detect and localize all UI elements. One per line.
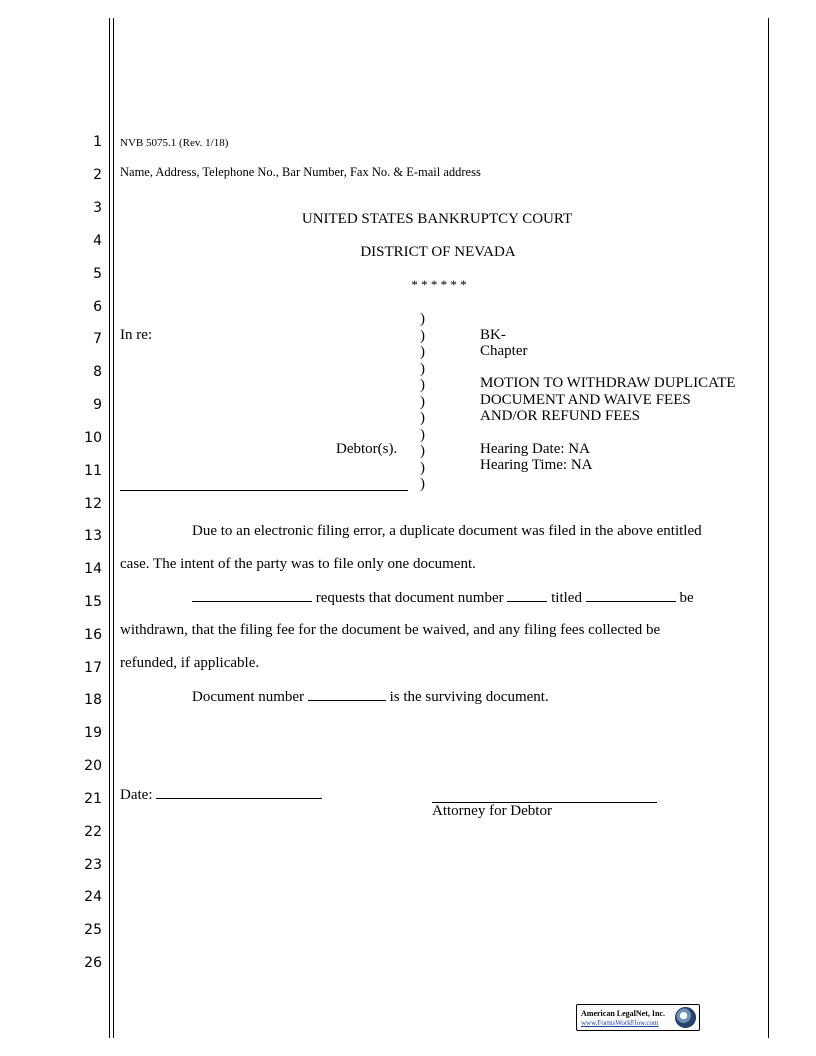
caption-paren: ) (420, 360, 425, 377)
line-number: 5 (93, 266, 102, 282)
line-number: 8 (93, 364, 102, 380)
logo-company-name: American LegalNet, Inc. (581, 1009, 665, 1018)
court-separator: * * * * * * (411, 277, 467, 292)
bk-number-label: BK- (480, 327, 506, 343)
logo-url-link[interactable]: www.FormsWorkFlow.com (581, 1019, 659, 1027)
be-text: be (679, 590, 694, 606)
left-margin-rule-outer (109, 18, 110, 1038)
caption-paren: ) (420, 327, 425, 344)
hearing-time: Hearing Time: NA (480, 457, 593, 473)
document-title-blank[interactable] (586, 589, 676, 602)
attorney-for-debtor-label: Attorney for Debtor (432, 803, 552, 819)
line-number: 9 (93, 397, 102, 413)
line-number: 4 (93, 233, 102, 249)
paragraph-3 (192, 688, 549, 706)
line-number: 23 (84, 857, 102, 873)
caption-paren: ) (420, 311, 425, 327)
globe-icon (675, 1007, 696, 1028)
line-number: 26 (84, 955, 102, 971)
requesting-party-blank[interactable] (192, 589, 312, 602)
paragraph-1-line-2: case. The intent of the party was to file only one document. (120, 556, 476, 572)
paragraph-2-line-3: refunded, if applicable. (120, 655, 260, 671)
paragraph-1-line-1: Due to an electronic filing error, a duplicate document was filed in the above entitled (192, 523, 702, 539)
chapter-label: Chapter (480, 343, 528, 359)
right-margin-rule (768, 18, 769, 1038)
requests-text: requests that document number (315, 590, 504, 606)
filer-info-label: Name, Address, Telephone No., Bar Number, Fax No. & E-mail address (120, 165, 481, 179)
line-number: 12 (84, 496, 102, 512)
line-number: 3 (93, 200, 102, 216)
line-number: 24 (84, 889, 102, 905)
date-label: Date: (120, 787, 153, 803)
court-district: DISTRICT OF NEVADA (360, 244, 516, 260)
line-number: 13 (84, 528, 102, 544)
line-number: 19 (84, 725, 102, 741)
line-number: 15 (84, 594, 102, 610)
line-number: 21 (84, 791, 102, 807)
titled-text: titled (551, 590, 582, 606)
paragraph-2-line-2: withdrawn, that the filing fee for the document be waived, and any filing fees collected be (120, 622, 661, 638)
american-legalnet-logo[interactable] (576, 1004, 700, 1031)
in-re-label: In re: (120, 327, 153, 343)
surviving-document-text: is the surviving document. (389, 689, 549, 705)
document-number-blank[interactable] (507, 589, 547, 602)
caption-paren: ) (420, 476, 425, 492)
date-field (120, 786, 322, 804)
motion-title-line3: AND/OR REFUND FEES (480, 408, 641, 424)
line-number: 7 (93, 331, 102, 347)
date-blank[interactable] (156, 786, 322, 799)
caption-underline (120, 490, 408, 491)
line-number: 2 (93, 167, 102, 183)
document-number-text: Document number (192, 689, 305, 705)
line-number: 20 (84, 758, 102, 774)
caption-paren: ) (420, 443, 425, 459)
line-number: 25 (84, 922, 102, 938)
caption-paren: ) (420, 377, 425, 393)
caption-paren: ) (420, 393, 425, 410)
left-margin-rule-inner (113, 18, 114, 1038)
line-number: 1 (93, 134, 102, 150)
line-number: 22 (84, 824, 102, 840)
caption-paren: ) (420, 410, 425, 426)
line-number: 6 (93, 299, 102, 315)
form-number: NVB 5075.1 (Rev. 1/18) (120, 137, 229, 149)
caption-paren: ) (420, 459, 425, 476)
motion-title-line1: MOTION TO WITHDRAW DUPLICATE (480, 375, 736, 391)
line-number: 18 (84, 692, 102, 708)
debtor-label: Debtor(s). (336, 441, 398, 457)
line-number: 14 (84, 561, 102, 577)
caption-paren: ) (420, 426, 425, 443)
surviving-document-number-blank[interactable] (308, 688, 386, 701)
line-number: 11 (84, 463, 102, 479)
motion-title-line2: DOCUMENT AND WAIVE FEES (480, 392, 691, 408)
court-name: UNITED STATES BANKRUPTCY COURT (301, 211, 573, 227)
line-number: 17 (84, 660, 102, 676)
line-number: 10 (84, 430, 102, 446)
line-number: 16 (84, 627, 102, 643)
hearing-date: Hearing Date: NA (480, 441, 590, 457)
paragraph-2-line-1 (192, 589, 694, 607)
caption-paren: ) (420, 344, 425, 360)
